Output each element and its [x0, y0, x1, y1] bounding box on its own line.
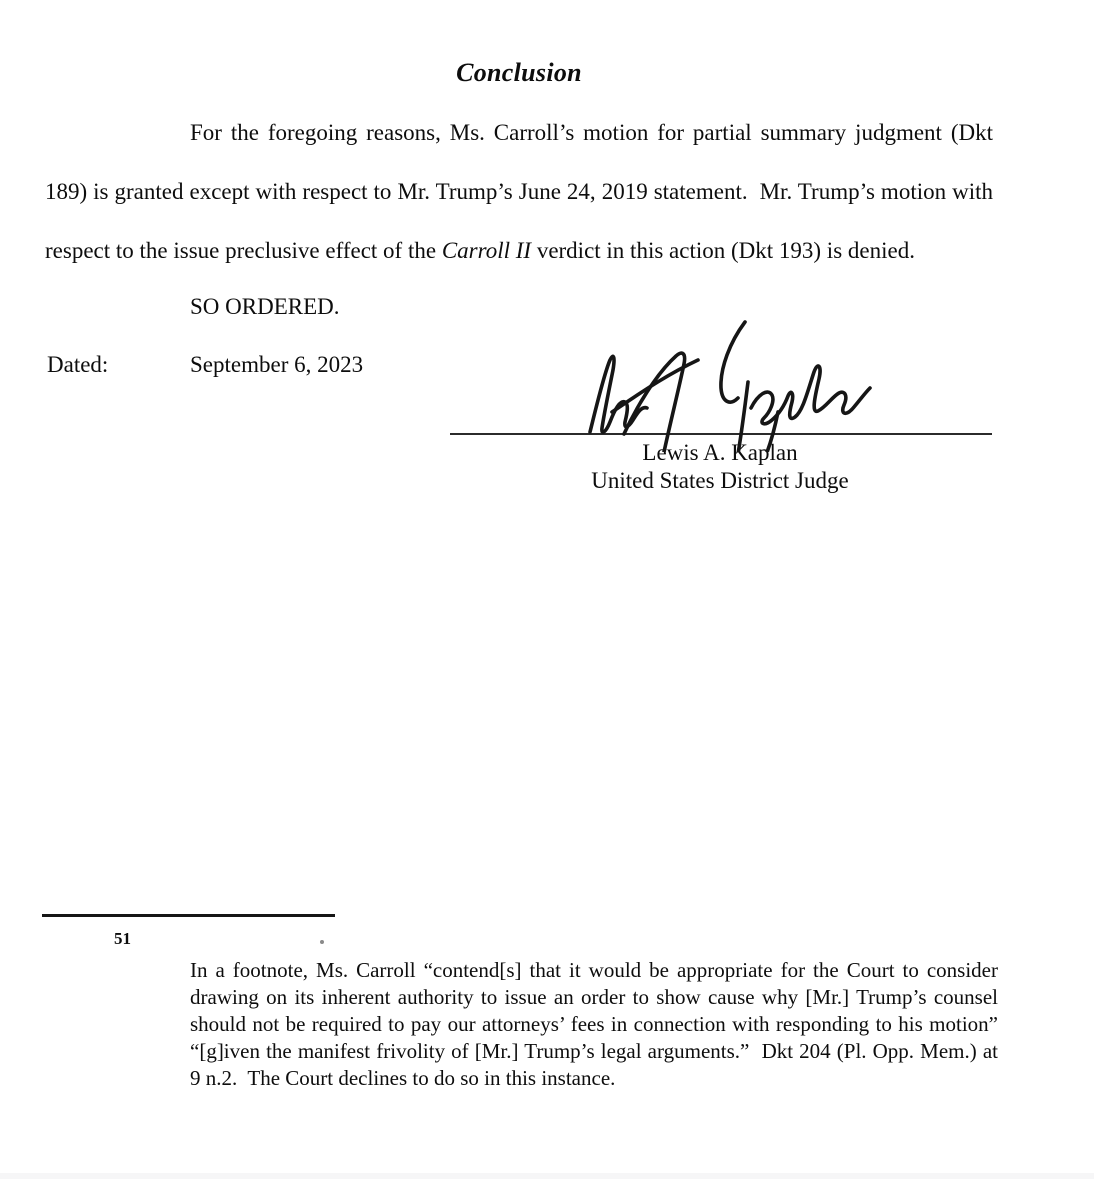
so-ordered-text: SO ORDERED. — [190, 294, 340, 319]
judge-signature-image — [552, 312, 882, 452]
paragraph-text-before: For the foregoing reasons, Ms. Carroll’s motion for partial summary judgment (Dkt 189) is granted except with respect to Mr. Trump’s June 24, 2019 statement. Mr. Trump’s motion with respect to the issue preclusive effect of the — [45, 120, 993, 263]
signature-stroke — [721, 322, 745, 402]
signature-stroke — [624, 353, 685, 452]
signature-stroke — [751, 366, 870, 424]
signatory-name: Lewis A. Kaplan — [642, 440, 798, 465]
footnote-text: In a footnote, Ms. Carroll “contend[s] that it would be appropriate for the Court to consider drawing on its inherent authority to issue an order to show cause why [Mr.] Trump’s counsel should not be required to pay our attorneys’ fees in connection with responding to his motion” “[g]iven the manifest frivolity of [Mr.] Trump’s legal arguments.” Dkt 204 (Pl. Opp. Mem.) at 9 n.2. The Court declines to do so in this instance. — [190, 958, 998, 1090]
case-name-italic: Carroll II — [441, 238, 532, 263]
signatory-title: United States District Judge — [591, 468, 849, 493]
stray-mark-dot — [320, 940, 324, 944]
signature-stroke — [738, 382, 748, 452]
conclusion-paragraph — [45, 103, 993, 280]
signature-stroke — [612, 360, 698, 412]
section-title: Conclusion — [456, 58, 582, 87]
dated-label: Dated: — [47, 352, 109, 377]
footnote-separator-line — [42, 914, 335, 917]
date-value: September 6, 2023 — [190, 352, 364, 377]
page-bottom-edge — [0, 1173, 1094, 1179]
footnote-number: 51 — [114, 929, 131, 948]
paragraph-text-after: verdict in this action (Dkt 193) is denied. — [531, 238, 915, 263]
